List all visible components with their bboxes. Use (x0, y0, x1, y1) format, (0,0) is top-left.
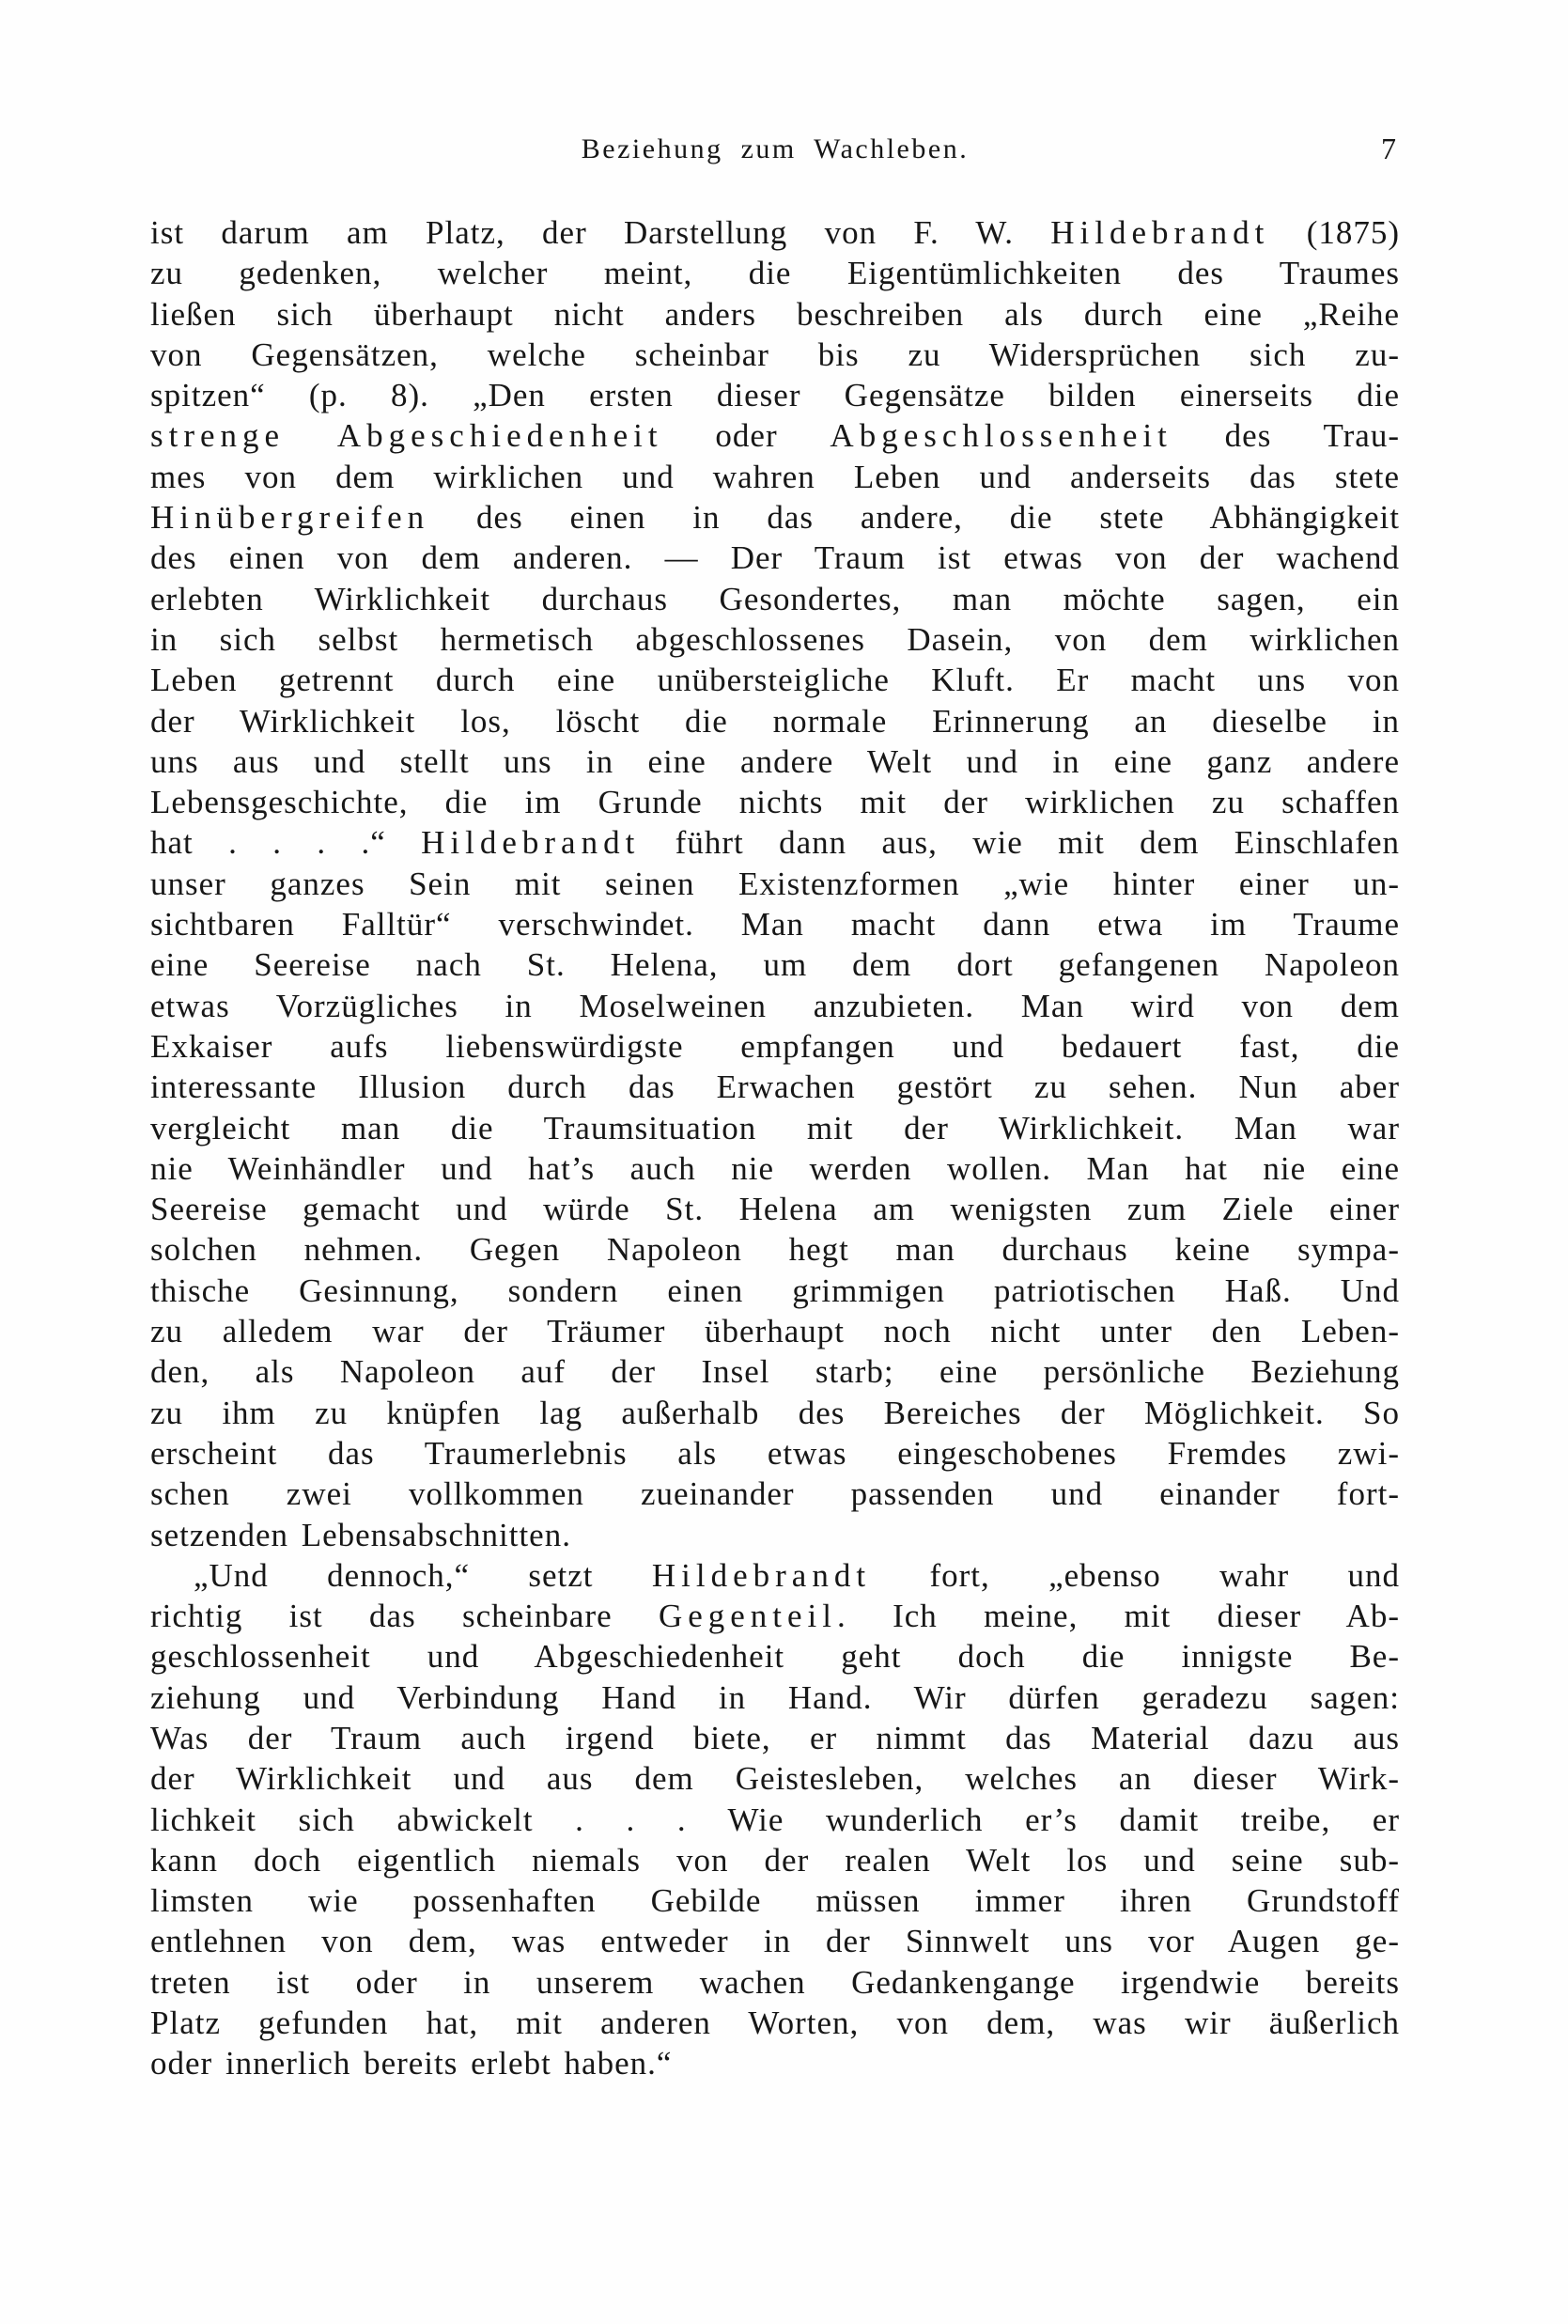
text-line: interessante Illusion durch das Erwachen gestört zu sehen. Nun aber (150, 1068, 1400, 1106)
page-body (150, 212, 1400, 2084)
text-line: kann doch eigentlich niemals von der realen Welt los und seine sub- (150, 1841, 1400, 1879)
text-line: der Wirklichkeit und aus dem Geistesleben, welches an dieser Wirk- (150, 1760, 1400, 1798)
letterspaced-emphasis: Abgeschlossenheit (830, 417, 1172, 455)
text-line: oder innerlich bereits erlebt haben.“ (150, 2045, 673, 2082)
page-header (150, 133, 1400, 173)
text-line: Lebensgeschichte, die im Grunde nichts mit der wirklichen zu schaffen (150, 784, 1400, 821)
text-line: in sich selbst hermetisch abgeschlossenes Dasein, von dem wirklichen (150, 620, 1400, 658)
letterspaced-emphasis: Abgeschiedenheit (336, 417, 663, 455)
text-line: setzenden Lebensabschnitten. (150, 1516, 571, 1553)
text-line: Seereise gemacht und würde St. Helena am wenigsten zum Ziele einer (150, 1191, 1400, 1228)
text-line: treten ist oder in unserem wachen Gedankengange irgendwie bereits (150, 1963, 1400, 2001)
text-line: richtig ist das scheinbare Gegenteil. Ich meine, mit dieser Ab- (150, 1598, 1400, 1635)
text-line: der Wirklichkeit los, löscht die normale Erinnerung an dieselbe in (150, 702, 1400, 740)
text-line: Hinübergreifen des einen in das andere, die stete Abhängigkeit (150, 499, 1400, 537)
text-line: sichtbaren Falltür“ verschwindet. Man macht dann etwa im Traume (150, 906, 1400, 944)
running-title: Beziehung zum Wachleben. (581, 133, 970, 164)
letterspaced-emphasis: strenge (150, 417, 286, 455)
text-line: nie Weinhändler und hat’s auch nie werden wollen. Man hat nie eine (150, 1149, 1400, 1187)
text-line: „Und dennoch,“ setzt Hildebrandt fort, „ebenso wahr und (194, 1556, 1400, 1594)
text-line: entlehnen von dem, was entweder in der Sinnwelt uns vor Augen ge- (150, 1923, 1400, 1960)
text-line: solchen nehmen. Gegen Napoleon hegt man durchaus keine sympa- (150, 1231, 1400, 1269)
letterspaced-emphasis: Hildebrandt (1050, 214, 1270, 251)
page-number: 7 (1381, 132, 1396, 165)
text-line: schen zwei vollkommen zueinander passenden und einander fort- (150, 1475, 1400, 1513)
text-line: limsten wie possenhaften Gebilde müssen immer ihren Grundstoff (150, 1882, 1400, 1920)
letterspaced-emphasis: Hildebrandt (651, 1556, 872, 1594)
text-line: thische Gesinnung, sondern einen grimmigen patriotischen Haß. Und (150, 1271, 1400, 1309)
text-line: hat . . . .“ Hildebrandt führt dann aus, wie mit dem Einschlafen (150, 824, 1401, 862)
text-line: ziehung und Verbindung Hand in Hand. Wir dürfen geradezu sagen: (150, 1678, 1400, 1716)
letterspaced-emphasis: Hinübergreifen (150, 499, 430, 537)
text-line: eine Seereise nach St. Helena, um dem dort gefangenen Napoleon (150, 946, 1400, 984)
text-line: uns aus und stellt uns in eine andere Welt und in eine ganz andere (150, 742, 1400, 780)
text-line: den, als Napoleon auf der Insel starb; eine persönliche Beziehung (150, 1353, 1400, 1391)
letterspaced-emphasis: Gegenteil (658, 1598, 838, 1635)
text-line: spitzen“ (p. 8). „Den ersten dieser Gegensätze bilden einerseits die (150, 377, 1400, 414)
text-line: von Gegensätzen, welche scheinbar bis zu Widersprüchen sich zu- (150, 335, 1400, 373)
text-line: mes von dem wirklichen und wahren Leben und anderseits das stete (150, 458, 1400, 495)
text-line: ließen sich überhaupt nicht anders beschreiben als durch eine „Reihe (150, 295, 1400, 333)
text-line: Platz gefunden hat, mit anderen Worten, von dem, was wir äußerlich (150, 2004, 1400, 2042)
text-line: Was der Traum auch irgend biete, er nimmt das Material dazu aus (150, 1719, 1400, 1756)
text-line: unser ganzes Sein mit seinen Existenzformen „wie hinter einer un- (150, 865, 1400, 902)
text-line: erscheint das Traumerlebnis als etwas eingeschobenes Fremdes zwi- (150, 1434, 1400, 1472)
text-line: etwas Vorzügliches in Moselweinen anzubieten. Man wird von dem (150, 987, 1400, 1024)
text-line: geschlossenheit und Abgeschiedenheit geht doch die innigste Be- (150, 1638, 1400, 1676)
text-line: Leben getrennt durch eine unübersteigliche Kluft. Er macht uns von (150, 662, 1400, 699)
text-line: Exkaiser aufs liebenswürdigste empfangen und bedauert fast, die (150, 1027, 1400, 1065)
text-line: lichkeit sich abwickelt . . . Wie wunderlich er’s damit treibe, er (150, 1801, 1400, 1838)
text-line: erlebten Wirklichkeit durchaus Gesondertes, man möchte sagen, ein (150, 580, 1400, 617)
text-line: vergleicht man die Traumsituation mit der Wirklichkeit. Man war (150, 1109, 1400, 1146)
text-line: des einen von dem anderen. — Der Traum ist etwas von der wachend (150, 539, 1400, 577)
text-line: zu ihm zu knüpfen lag außerhalb des Bereiches der Möglichkeit. So (150, 1394, 1400, 1431)
text-line: ist darum am Platz, der Darstellung von F. W. Hildebrandt (1875) (150, 214, 1401, 251)
text-line: zu alledem war der Träumer überhaupt noch nicht unter den Leben- (150, 1313, 1400, 1350)
letterspaced-emphasis: Hildebrandt (421, 824, 641, 862)
text-line: zu gedenken, welcher meint, die Eigentümlichkeiten des Traumes (150, 255, 1400, 292)
text-line: strenge Abgeschiedenheit oder Abgeschlossenheit des Trau- (150, 417, 1400, 455)
